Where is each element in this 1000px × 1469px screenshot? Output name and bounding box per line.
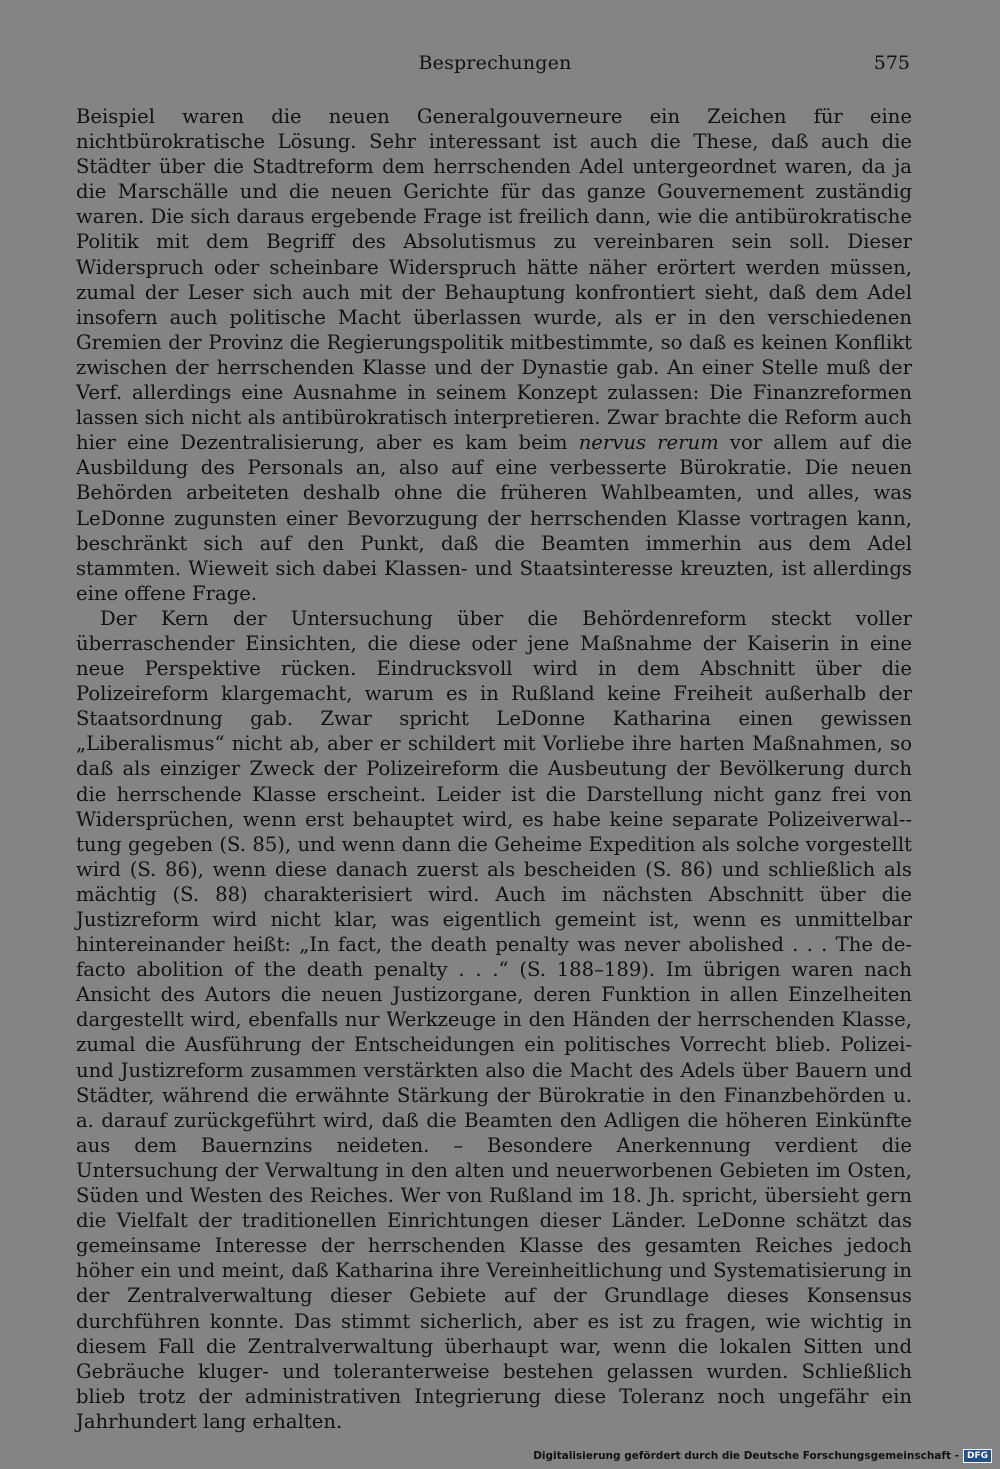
paragraph-1 [76, 104, 912, 606]
funding-note: Digitalisierung gefördert durch die Deutsche Forschungsgemeinschaft - [533, 1450, 959, 1462]
page-number: 575 [873, 52, 910, 74]
paragraph-1-latin-phrase: nervus rerum [578, 431, 719, 455]
paragraph-1-text-a: Beispiel waren die neuen Generalgouverneure ein Zeichen für eine nichtbürokratische Lösung. Sehr interessant ist auch die These, daß auch die Städter über die Stadtreform dem herrschenden Adel untergeordnet waren, da ja die Marschälle und die neuen Gerichte für das ganze Gouvernement zuständig waren. Die sich daraus ergebende Frage ist freilich dann, wie die antibürokratische Politik mit dem Begriff des Absolutismus zu vereinbaren sein soll. Dieser Widerspruch oder scheinbare Widerspruch hätte näher erörtert werden müssen, zumal der Leser sich auch mit der Behauptung konfrontiert sieht, daß dem Adel insofern auch politische Macht überlassen wurde, als er in den verschiedenen Gremien der Provinz die Regierungspolitik mitbestimmte, so daß es keinen Konflikt zwischen der herrschenden Klasse und der Dynastie gab. An einer Stelle muß der Verf. allerdings eine Ausnahme in seinem Konzept zulassen: Die Finanzreformen lassen sich nicht als antibürokratisch interpretieren. Zwar brachte die Reform auch hier eine Dezentralisierung, aber es kam beim [76, 105, 912, 455]
running-title: Besprechungen [418, 52, 572, 74]
digitization-footer [533, 1449, 992, 1463]
page-header [76, 52, 914, 82]
paragraph-2-text: Der Kern der Untersuchung über die Behördenreform steckt voller überraschender Einsichten, die diese oder jene Maßnahme der Kaiserin in eine neue Perspektive rücken. Eindrucksvoll wird in dem Abschnitt über die Polizeireform klargemacht, warum es in Rußland keine Freiheit außerhalb der Staatsordnung gab. Zwar spricht LeDonne Katharina einen gewissen „Liberalismus“ nicht ab, aber er schildert mit Vorliebe ihre harten Maßnahmen, so daß als einziger Zweck der Polizeireform die Ausbeutung der Bevölkerung durch die herrschende Klasse erscheint. Leider ist die Darstellung nicht ganz frei von Widersprüchen, wenn erst behauptet wird, es habe keine separate Polizeiverwal-tung gegeben (S. 85), und wenn dann die Geheime Expedition als solche vorgestellt wird (S. 86), wenn diese danach zuerst als bescheiden (S. 86) und schließlich als mächtig (S. 88) charakterisiert wird. Auch im nächsten Abschnitt über die Justizreform wird nicht klar, was eigentlich gemeint ist, wenn es unmittelbar hintereinander heißt: „In fact, the death penalty was never abolished . . . The de-facto abolition of the death penalty . . .“ (S. 188–189). Im übrigen waren nach Ansicht des Autors die neuen Justizorgane, deren Funktion in allen Einzelheiten dargestellt wird, ebenfalls nur Werkzeuge in den Händen der herrschenden Klasse, zumal die Ausführung der Entscheidungen ein politisches Vorrecht blieb. Polizei- und Justizreform zusammen verstärkten also die Macht des Adels über Bauern und Städter, während die erwähnte Stärkung der Bürokratie in den Finanzbehörden u. a. darauf zurückgeführt wird, daß die Beamten den Adligen die höheren Einkünfte aus dem Bauernzins neideten. – Besondere Anerkennung verdient die Untersuchung der Verwaltung in den alten und neuerworbenen Gebieten im Osten, Süden und Westen des Reiches. Wer von Rußland im 18. Jh. spricht, übersieht gern die Vielfalt der traditionellen Einrichtungen dieser Länder. LeDonne schätzt das gemeinsame Interesse der herrschenden Klasse des gesamten Reiches jedoch höher ein und meint, daß Katharina ihre Vereinheitlichung und Systematisierung in der Zentralverwaltung dieser Gebiete auf der Grundlage dieses Konsensus durchführen konnte. Das stimmt sicherlich, aber es ist zu fragen, wie wichtig in diesem Fall die Zentralverwaltung überhaupt war, wenn die lokalen Sitten und Gebräuche kluger- und toleranterweise bestehen gelassen wurden. Schließlich blieb trotz der administrativen Integrierung diese Toleranz noch ungefähr ein Jahrhundert lang erhalten. [76, 606, 912, 1433]
paragraph-2 [76, 606, 912, 1434]
dfg-logo: DFG [963, 1449, 992, 1463]
paragraph-1-text-b: vor allem auf die Ausbildung des Personals an, also auf eine verbesserte Bürokratie. Die neuen Behörden arbeiteten deshalb ohne die früheren Wahlbeamten, und alles, was LeDonne zugunsten einer Bevorzugung der herrschenden Klasse vortragen kann, beschränkt sich auf den Punkt, daß die Beamten immerhin aus dem Adel stammten. Wieweit sich dabei Klassen- und Staatsinteresse kreuzten, ist allerdings eine offene Frage. [76, 431, 912, 605]
article-body [76, 104, 912, 1434]
